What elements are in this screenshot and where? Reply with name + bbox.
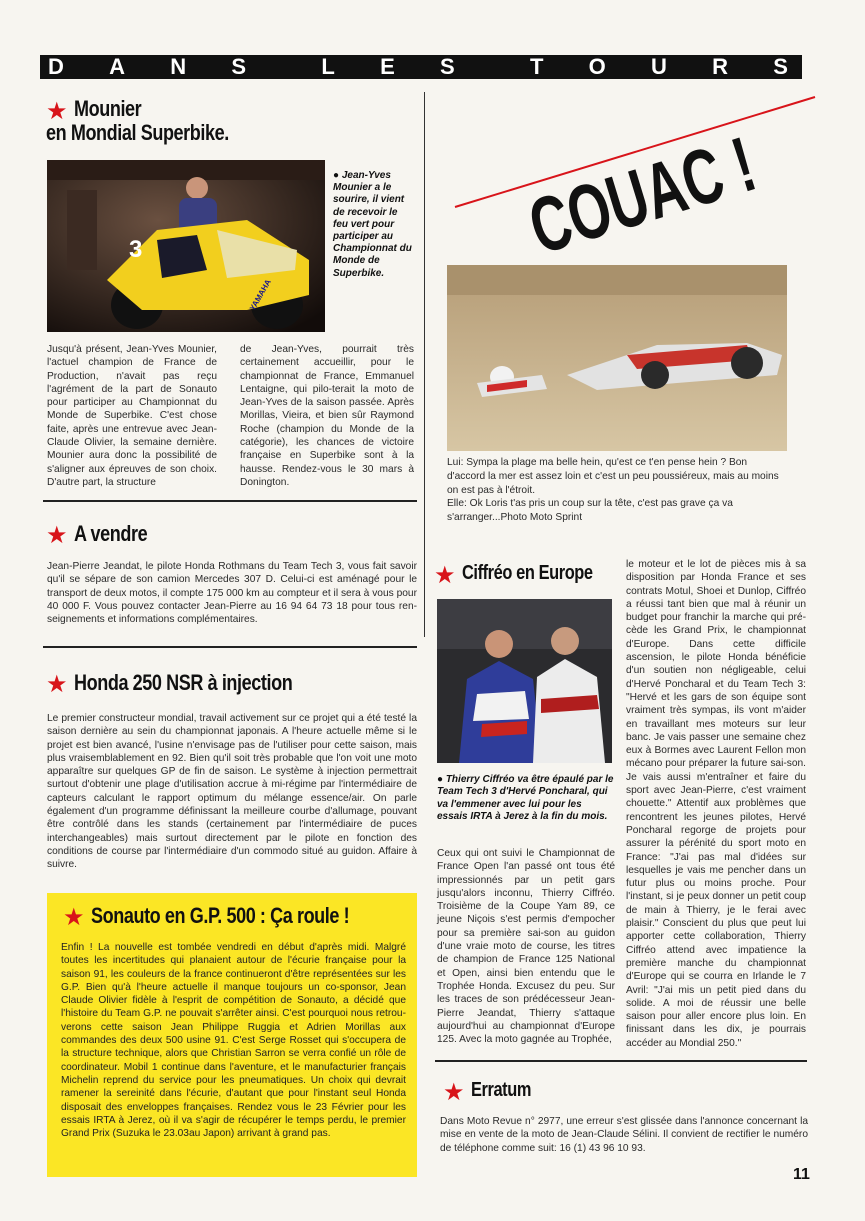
ciffreo-text-col1: Ceux qui ont suivi le Championnat de France Open l'an passé ont tous été impressionnés par un petit gars jusqu'alors inconnu, Thierry Ciffréo. Troisième de la Coupe Yam 89, ce jeune Niçois s'est permis d'empocher pour sa première sai-son au guidon d'une vraie moto de course, les titres de champion de France 125 National et Open, ainsi bien entendu que le Trophée Honda. Excusez du peu. Sur les traces de son prédécesseur Jean-Pierre Jeandat, Thierry s'attaque aujourd'hui au championnat d'Europe 125. Avec la moto gagnée au Trophée, xyxy=(437,848,615,1046)
banner-letter: L xyxy=(321,54,335,79)
star-icon: ★ xyxy=(46,98,68,125)
divider xyxy=(43,646,417,648)
couac-caption-2: Elle: Ok Loris t'as pris un coup sur la tête, c'est pas grave ça va s'arranger...Photo Moto Sprint xyxy=(447,498,733,523)
banner-letter: S xyxy=(440,54,455,79)
sonauto-box xyxy=(47,893,417,1177)
banner-letter: R xyxy=(712,54,729,79)
divider xyxy=(43,500,417,502)
banner-letter: S xyxy=(231,54,247,79)
ciffreo-photo xyxy=(437,599,612,763)
banner-letter: N xyxy=(170,54,187,79)
erratum-title: Erratum xyxy=(471,1079,532,1101)
column-divider xyxy=(424,92,425,637)
couac-title: COUAC ! xyxy=(519,89,865,271)
sonauto-title: Sonauto en G.P. 500 : Ça roule ! xyxy=(91,903,350,928)
star-icon: ★ xyxy=(46,671,68,698)
sonauto-text: Enfin ! La nouvelle est tombée vendredi en début d'après midi. Malgré toutes les incertitudes qui planaient autour de l'écurie française pour la saison 91, les couleurs de la france continueront d'être représentées sur les G.P. Bien qu'à l'heure actuelle il manque toujours un co-sponsor, Jean Claude Olivier fidèle à l'esprit de compétition de Sonauto, a décidé que l'histoire du Team G.P. ne pouvait s'arrêter ainsi. C'est pourquoi nous retrou-verons cette saison Jean Philippe Ruggia et Adrien Morillas aux commandes des deux 500 usine 91. C'est Serge Rosset qui s'occupera de la structure technique, alors que Christian Sarron se verra confié un rôle de coordinateur. Mobil 1 continue dans l'aventure, et le manufacturier français Michelin reprend du service pour les pneumatiques. Un choix qui devrait ramener la sereinité dans l'écurie, d'autant que pour l'instant seul Honda disposait des enveloppes françaises. Rendez vous le 23 Février pour les essais IRTA à Jerez, où il va s'agir de récupérer le temps perdu, le premier Grand Prix (Suzuka le 23.03au Japon) arrivant à grand pas. xyxy=(61,942,406,1140)
erratum-text: Dans Moto Revue n° 2977, une erreur s'est glissée dans l'annonce concernant la mise en vente de la moto de Jean-Claude Sélini. Il convient de rectifier le numéro de téléphone comme suit: 16 (1) 43 96 10 93. xyxy=(440,1116,808,1154)
mounier-photo-caption: ● Jean-Yves Mounier a le sourire, il vient de recevoir le feu vert pour participer au Championnat du Monde de Superbike. xyxy=(333,170,412,279)
star-icon: ★ xyxy=(443,1079,465,1106)
mounier-title-line2: en Mondial Superbike. xyxy=(46,120,229,145)
ciffreo-photo-caption: ● Thierry Ciffréo va être épaulé par le Team Tech 3 d'Hervé Poncharal, qui va l'emmener avec lui pour les essais IRTA à Jerez à la fin du mois. xyxy=(437,774,614,823)
page-number: 11 xyxy=(793,1166,810,1183)
banner-letter: E xyxy=(380,54,395,79)
banner-letter: S xyxy=(773,54,788,79)
bike-number: 3 xyxy=(129,236,143,263)
divider xyxy=(435,1060,807,1062)
section-banner xyxy=(40,55,802,79)
couac-caption-1: Lui: Sympa la plage ma belle hein, qu'est ce t'en pense hein ? Bon d'accord la mer est assez loin et c'est un peu poussiéreux, mais au moins on est pas à l'étroit. xyxy=(447,457,779,496)
couac-photo xyxy=(447,265,787,451)
ciffreo-title: Ciffréo en Europe xyxy=(462,562,593,584)
bike-brand: YAMAHA xyxy=(247,277,273,313)
star-icon: ★ xyxy=(63,904,85,931)
mounier-text-col1: Jusqu'à présent, Jean-Yves Mounier, l'actuel champion de France de Production, n'avait pas reçu l'agrément de la part de Sonauto pour participer au Championnat du Monde de Superbike. C'est chose faite, après une entrevue avec Jean-Claude Olivier, la semaine dernière. Mounier aura donc la possibilité de s'aligner aux épreuves de son choix. D'autre part, la structure xyxy=(47,344,217,488)
a-vendre-title: A vendre xyxy=(74,521,148,546)
mounier-title-line1: Mounier xyxy=(74,96,142,121)
star-icon: ★ xyxy=(434,562,456,589)
couac-heading xyxy=(435,89,865,271)
star-icon: ★ xyxy=(46,522,68,549)
a-vendre-text: Jean-Pierre Jeandat, le pilote Honda Rothmans du Team Tech 3, vous fait savoir qu'il se sépare de son camion Mercedes 307 D. Celui-ci est aménagé pour le transport de deux motos, il compte 175 000 km au compteur et il sera à vous pour 40 000 F. Vous pouvez contacter Jean-Pierre au 16 94 64 73 18 pour tous ren-seignements et informations complémentaires. xyxy=(47,561,417,626)
mounier-text-col2: de Jean-Yves, pourrait très certainement accueillir, pour le championnat de France, Emmanuel Lentaigne, qui pilo-terait la moto de Jean-Yves de la saison passée. Après Morillas, Vieira, et bien sûr Raymond Roche (champion du Monde de la catégorie), les chances de victoire française en Superbike sont à la hausse. Rendez-vous le 30 mars à Donington. xyxy=(240,344,414,488)
ciffreo-text-col2: le moteur et le lot de pièces mis à sa disposition par Honda France et ses contrats Motul, Shoei et Dunlop, Ciffréo a réussi tant bien que mal à réunir un budget pour franchir la marche qui pré-cède les Grand Prix, le championnat d'Europe. Dans cette difficile ascension, le pilote Honda bénéficie d'un soutien non négligeable, celui d'Hervé Poncharal et du Team Tech 3: "Hervé et les gars de son équipe sont vraiment très sympas, ils vont m'aider en travaillant mes moteurs sur leur banc. Je vais passer une semaine chez eux à Bormes avec Laurent Fellon mon mécano pour préparer la future sai-son. Je vais aussi m'entraîner et faire du sport avec Jean-Pierre, c'est vraiment chouette." Attentif aux problèmes que rencontrent les jeunes pilotes, Hervé Poncharal regorge de projets pour assurer la pérénité du sport moto en France: "J'ai pas mal d'idées sur lesquelles je vais me pencher dans un futur plus ou moins proche. Pour l'instant, si je peux donner un petit coup de main à Thierry, je le ferai avec plaisir." Conscient du plus que peut lui apporter cette collaboration, Thierry Ciffréo attend avec impatience la première manche du championnat d'Europe qui se courra en Irlande le 7 Avril: "J'ai mis un petit pied dans du solide. A moi de réussir une belle saison pour aller encore plus loin. En finissant dans les dix, je pourrais accéder au Mondial 250." xyxy=(626,559,806,1049)
banner-letter: O xyxy=(588,54,606,79)
banner-letter: U xyxy=(651,54,667,79)
banner-letter: D xyxy=(48,54,64,79)
honda-title: Honda 250 NSR à injection xyxy=(74,670,293,695)
banner-letter: A xyxy=(109,54,126,79)
honda-text: Le premier constructeur mondial, travail activement sur ce projet qui a été testé la saison dernière au sein du championnat japonais. A l'heure actuelle même si le projet est bien avancé, l'usine n'envisage pas de l'utiliser pour cette saison, mais plus vraisemblablement en 92. Bien qu'il soit très probable que l'on voit une moto apparaître sur quelques GP de fin de saison. Le système à injection permettrait surtout d'obtenir une plage d'utilisation accrue à mi-régime par l'intermédiaire de capteurs calculant le rapport optimum du mélange essence/air. On parle également d'un programme définissant la meilleure courbe d'allumage, pouvant être contrôlé dans les stands (certainement par l'intermédiaire de puces interchangeables) mais surtout directement par le pilote en fonction des conditions de course par l'intermédiaire d'un commodo situé au guidon. Affaire à suivre. xyxy=(47,713,417,871)
mounier-photo xyxy=(47,160,325,332)
banner-letter: T xyxy=(529,54,544,79)
